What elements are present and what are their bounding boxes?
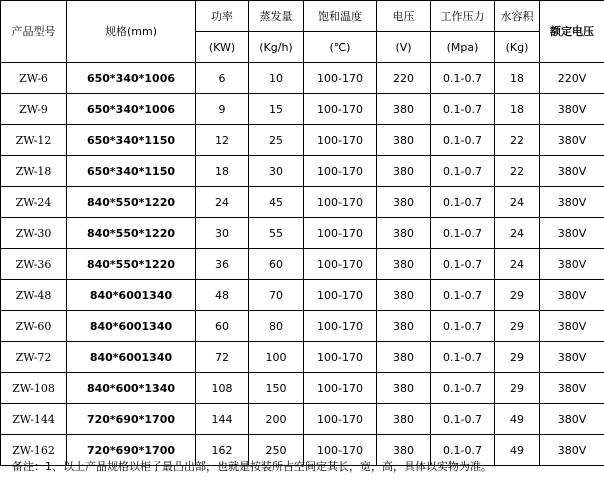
header-temp: 饱和温度 xyxy=(304,1,377,32)
cell-size: 840*6001340 xyxy=(67,280,196,311)
cell-water: 49 xyxy=(495,435,540,466)
cell-steam: 25 xyxy=(249,125,304,156)
cell-voltage: 380 xyxy=(377,404,431,435)
cell-size: 840*6001340 xyxy=(67,342,196,373)
cell-model: ZW-36 xyxy=(1,249,67,280)
cell-temp: 100-170 xyxy=(304,125,377,156)
cell-temp: 100-170 xyxy=(304,94,377,125)
cell-pressure: 0.1-0.7 xyxy=(431,435,495,466)
cell-size: 840*550*1220 xyxy=(67,218,196,249)
cell-size: 720*690*1700 xyxy=(67,435,196,466)
cell-steam: 250 xyxy=(249,435,304,466)
cell-temp: 100-170 xyxy=(304,280,377,311)
unit-voltage: (V) xyxy=(377,32,431,63)
cell-temp: 100-170 xyxy=(304,156,377,187)
cell-rated: 380V xyxy=(540,94,604,125)
header-size: 规格(mm) xyxy=(67,1,196,63)
header-row xyxy=(1,1,604,32)
cell-voltage: 220 xyxy=(377,63,431,94)
header-power: 功率 xyxy=(196,1,249,32)
cell-water: 18 xyxy=(495,94,540,125)
cell-voltage: 380 xyxy=(377,218,431,249)
header-rated: 额定电压 xyxy=(540,1,604,63)
cell-temp: 100-170 xyxy=(304,373,377,404)
unit-power: (KW) xyxy=(196,32,249,63)
cell-rated: 380V xyxy=(540,342,604,373)
cell-size: 650*340*1150 xyxy=(67,125,196,156)
table-row xyxy=(1,187,604,218)
table-row xyxy=(1,94,604,125)
cell-water: 24 xyxy=(495,187,540,218)
cell-model: ZW-18 xyxy=(1,156,67,187)
cell-rated: 380V xyxy=(540,125,604,156)
cell-rated: 380V xyxy=(540,373,604,404)
table-row xyxy=(1,125,604,156)
cell-water: 24 xyxy=(495,249,540,280)
cell-water: 49 xyxy=(495,404,540,435)
cell-size: 650*340*1006 xyxy=(67,63,196,94)
cell-steam: 200 xyxy=(249,404,304,435)
cell-rated: 380V xyxy=(540,156,604,187)
header-pressure: 工作压力 xyxy=(431,1,495,32)
header-voltage: 电压 xyxy=(377,1,431,32)
cell-steam: 150 xyxy=(249,373,304,404)
cell-water: 29 xyxy=(495,373,540,404)
cell-pressure: 0.1-0.7 xyxy=(431,63,495,94)
cell-model: ZW-12 xyxy=(1,125,67,156)
cell-model: ZW-9 xyxy=(1,94,67,125)
cell-steam: 45 xyxy=(249,187,304,218)
table-row xyxy=(1,404,604,435)
cell-power: 18 xyxy=(196,156,249,187)
header-steam: 蒸发量 xyxy=(249,1,304,32)
cell-pressure: 0.1-0.7 xyxy=(431,249,495,280)
cell-steam: 30 xyxy=(249,156,304,187)
cell-power: 36 xyxy=(196,249,249,280)
cell-rated: 380V xyxy=(540,404,604,435)
cell-temp: 100-170 xyxy=(304,311,377,342)
cell-water: 29 xyxy=(495,280,540,311)
cell-size: 650*340*1006 xyxy=(67,94,196,125)
cell-water: 18 xyxy=(495,63,540,94)
cell-voltage: 380 xyxy=(377,94,431,125)
footnote: 备注：1、以上产品规格以柜子最凸出部，也就是按装所占空间定其长，宽，高，具体以实物为准。 xyxy=(12,460,492,473)
table-row xyxy=(1,156,604,187)
cell-rated: 380V xyxy=(540,311,604,342)
cell-model: ZW-162 xyxy=(1,435,67,466)
cell-steam: 100 xyxy=(249,342,304,373)
cell-steam: 60 xyxy=(249,249,304,280)
cell-rated: 220V xyxy=(540,63,604,94)
cell-pressure: 0.1-0.7 xyxy=(431,373,495,404)
cell-size: 720*690*1700 xyxy=(67,404,196,435)
table-row xyxy=(1,63,604,94)
cell-size: 650*340*1150 xyxy=(67,156,196,187)
cell-voltage: 380 xyxy=(377,249,431,280)
cell-rated: 380V xyxy=(540,435,604,466)
cell-voltage: 380 xyxy=(377,125,431,156)
cell-temp: 100-170 xyxy=(304,342,377,373)
cell-water: 22 xyxy=(495,125,540,156)
cell-rated: 380V xyxy=(540,187,604,218)
cell-model: ZW-30 xyxy=(1,218,67,249)
cell-rated: 380V xyxy=(540,280,604,311)
cell-steam: 55 xyxy=(249,218,304,249)
cell-rated: 380V xyxy=(540,218,604,249)
table-row xyxy=(1,342,604,373)
cell-size: 840*6001340 xyxy=(67,311,196,342)
cell-temp: 100-170 xyxy=(304,63,377,94)
header-model: 产品型号 xyxy=(1,1,67,63)
cell-pressure: 0.1-0.7 xyxy=(431,311,495,342)
cell-pressure: 0.1-0.7 xyxy=(431,156,495,187)
cell-water: 29 xyxy=(495,342,540,373)
cell-model: ZW-24 xyxy=(1,187,67,218)
cell-voltage: 380 xyxy=(377,373,431,404)
cell-power: 6 xyxy=(196,63,249,94)
cell-steam: 80 xyxy=(249,311,304,342)
cell-model: ZW-144 xyxy=(1,404,67,435)
cell-voltage: 380 xyxy=(377,435,431,466)
cell-power: 9 xyxy=(196,94,249,125)
cell-power: 48 xyxy=(196,280,249,311)
cell-power: 24 xyxy=(196,187,249,218)
cell-voltage: 380 xyxy=(377,342,431,373)
cell-size: 840*600*1340 xyxy=(67,373,196,404)
cell-voltage: 380 xyxy=(377,156,431,187)
cell-rated: 380V xyxy=(540,249,604,280)
unit-water: (Kg) xyxy=(495,32,540,63)
unit-temp: (℃) xyxy=(304,32,377,63)
cell-water: 29 xyxy=(495,311,540,342)
cell-pressure: 0.1-0.7 xyxy=(431,342,495,373)
cell-pressure: 0.1-0.7 xyxy=(431,94,495,125)
cell-power: 30 xyxy=(196,218,249,249)
cell-pressure: 0.1-0.7 xyxy=(431,280,495,311)
cell-model: ZW-6 xyxy=(1,63,67,94)
table-row xyxy=(1,311,604,342)
cell-model: ZW-108 xyxy=(1,373,67,404)
cell-temp: 100-170 xyxy=(304,435,377,466)
table-row xyxy=(1,218,604,249)
cell-model: ZW-48 xyxy=(1,280,67,311)
cell-voltage: 380 xyxy=(377,280,431,311)
cell-power: 144 xyxy=(196,404,249,435)
cell-voltage: 380 xyxy=(377,187,431,218)
cell-power: 72 xyxy=(196,342,249,373)
cell-steam: 10 xyxy=(249,63,304,94)
cell-temp: 100-170 xyxy=(304,187,377,218)
cell-power: 108 xyxy=(196,373,249,404)
cell-pressure: 0.1-0.7 xyxy=(431,187,495,218)
cell-water: 22 xyxy=(495,156,540,187)
cell-model: ZW-72 xyxy=(1,342,67,373)
header-water: 水容积 xyxy=(495,1,540,32)
cell-temp: 100-170 xyxy=(304,218,377,249)
cell-power: 12 xyxy=(196,125,249,156)
cell-power: 60 xyxy=(196,311,249,342)
cell-steam: 15 xyxy=(249,94,304,125)
unit-pressure: (Mpa) xyxy=(431,32,495,63)
cell-pressure: 0.1-0.7 xyxy=(431,125,495,156)
table-row xyxy=(1,373,604,404)
cell-temp: 100-170 xyxy=(304,404,377,435)
cell-steam: 70 xyxy=(249,280,304,311)
cell-size: 840*550*1220 xyxy=(67,249,196,280)
cell-water: 24 xyxy=(495,218,540,249)
cell-temp: 100-170 xyxy=(304,249,377,280)
cell-voltage: 380 xyxy=(377,311,431,342)
unit-steam: (Kg/h) xyxy=(249,32,304,63)
table-row xyxy=(1,249,604,280)
table-row xyxy=(1,280,604,311)
cell-size: 840*550*1220 xyxy=(67,187,196,218)
cell-model: ZW-60 xyxy=(1,311,67,342)
cell-pressure: 0.1-0.7 xyxy=(431,218,495,249)
cell-pressure: 0.1-0.7 xyxy=(431,404,495,435)
cell-power: 162 xyxy=(196,435,249,466)
